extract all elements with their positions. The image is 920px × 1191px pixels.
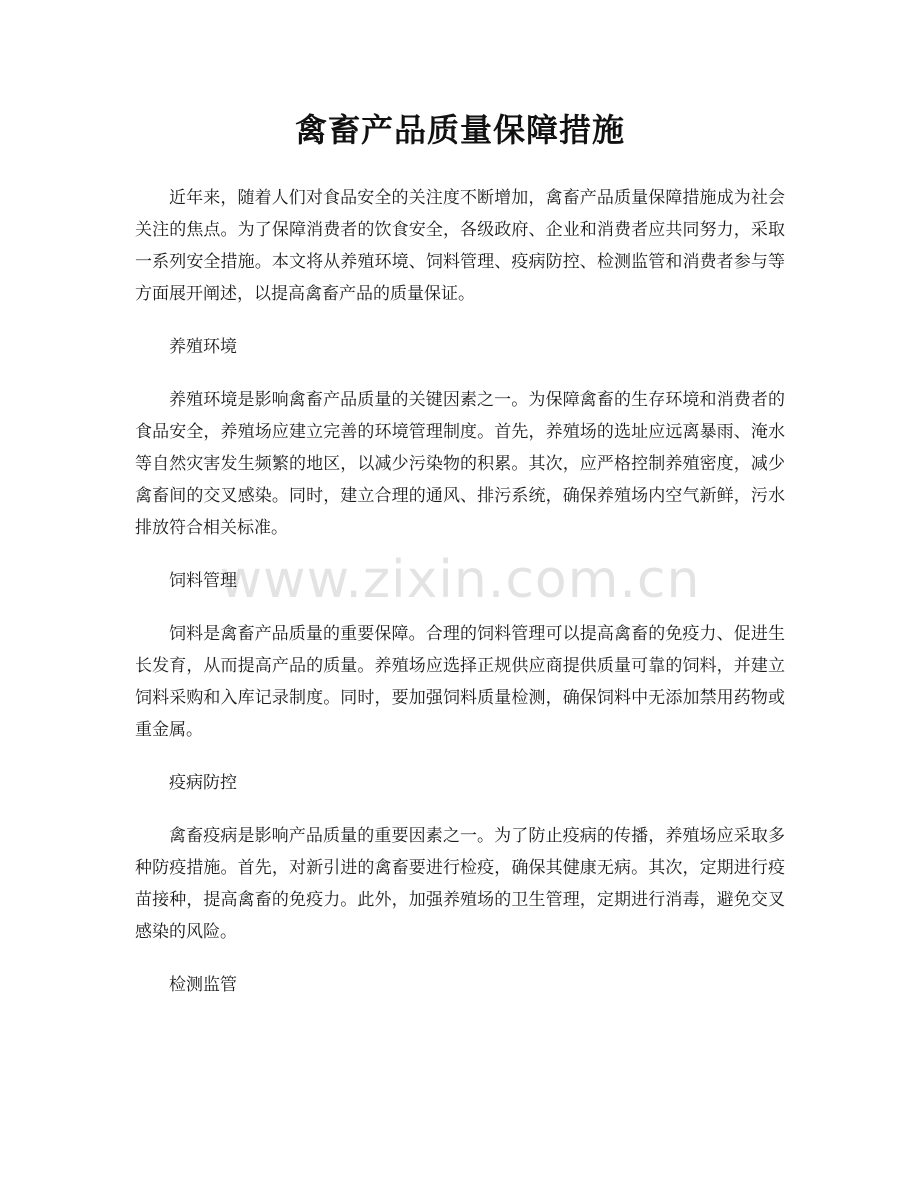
section-text-disease-control: 禽畜疫病是影响产品质量的重要因素之一。为了防止疫病的传播，养殖场应采取多种防疫措施。首先，对新引进的禽畜要进行检疫，确保其健康无病。其次，定期进行疫苗接种，提高禽畜的免疫力。此外，加强养殖场的卫生管理，定期进行消毒，避免交叉感染的风险。 — [135, 826, 785, 942]
document-title: 禽畜产品质量保障措施 — [294, 111, 625, 149]
intro-paragraph: 近年来，随着人们对食品安全的关注度不断增加，禽畜产品质量保障措施成为社会关注的焦点。为了保障消费者的饮食安全，各级政府、企业和消费者应共同努力，采取一系列安全措施。本文将从养殖环境、饲料管理、疫病防控、检测监管和消费者参与等方面展开阐述，以提高禽畜产品的质量保证。 — [135, 188, 785, 304]
section-text-breeding-environment: 养殖环境是影响禽畜产品质量的关键因素之一。为保障禽畜的生存环境和消费者的食品安全，养殖场应建立完善的环境管理制度。首先，养殖场的选址应远离暴雨、淹水等自然灾害发生频繁的地区，以减少污染物的积累。其次，应严格控制养殖密度，减少禽畜间的交叉感染。同时，建立合理的通风、排污系统，确保养殖场内空气新鲜，污水排放符合相关标准。 — [135, 390, 785, 538]
section-text-feed-management: 饲料是禽畜产品质量的重要保障。合理的饲料管理可以提高禽畜的免疫力、促进生长发育，从而提高产品的质量。养殖场应选择正规供应商提供质量可靠的饲料，并建立饲料采购和入库记录制度。同时，要加强饲料质量检测，确保饲料中无添加禁用药物或重金属。 — [135, 624, 785, 740]
section-heading-feed-management: 饲料管理 — [169, 571, 237, 591]
section-heading-inspection-supervision: 检测监管 — [169, 975, 237, 995]
section-heading-disease-control: 疫病防控 — [169, 773, 237, 793]
watermark: www.zixin.com.cn — [219, 550, 701, 610]
section-heading-breeding-environment: 养殖环境 — [169, 337, 237, 357]
document-body — [135, 182, 785, 1022]
